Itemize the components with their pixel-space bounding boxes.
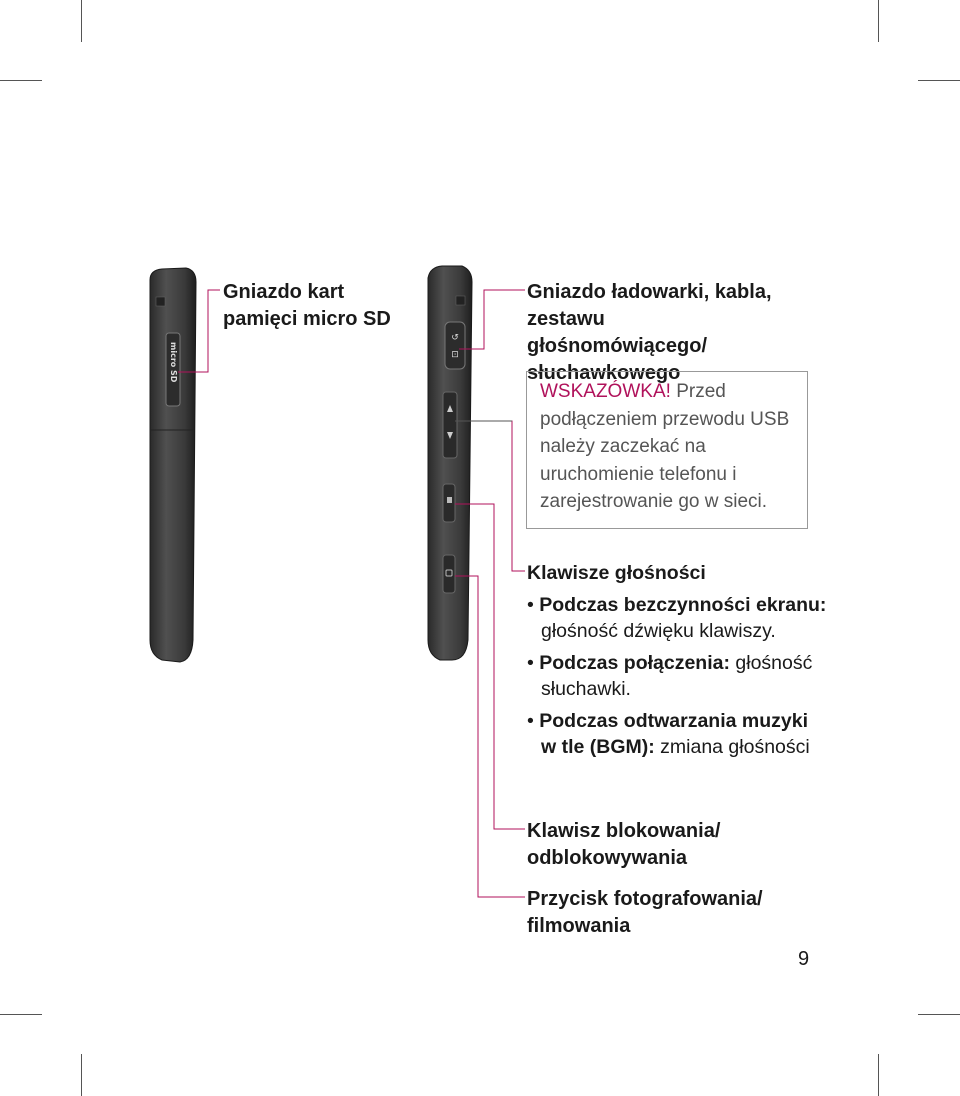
tip-text: Przed podłączeniem przewodu USB należy zaczekać na uruchomienie telefonu i zarejestrowanie go w sieci. bbox=[540, 381, 790, 512]
microsd-slot-label: Gniazdo kart pamięci micro SD bbox=[223, 281, 391, 330]
phone-right-side bbox=[428, 266, 472, 660]
charger-port bbox=[445, 322, 465, 369]
leader-lines bbox=[178, 290, 525, 897]
lock-key-label: Klawisz blokowania/ odblokowywania bbox=[527, 820, 721, 869]
svg-text:↺: ↺ bbox=[451, 333, 459, 343]
tip-heading: WSKAZÓWKA! bbox=[540, 381, 671, 402]
charger-port-label: Gniazdo ładowarki, kabla, zestawu głośnomówiącego/ słuchawkowego bbox=[527, 281, 772, 384]
tip-box bbox=[526, 371, 808, 529]
bullet-desc: zmiana głośności bbox=[660, 736, 810, 758]
phone-left-side bbox=[150, 268, 196, 662]
volume-keys-description bbox=[527, 560, 827, 761]
page-number: 9 bbox=[798, 948, 810, 970]
microsd-marking: micro SD bbox=[169, 342, 178, 383]
bullet-desc: głośność słuchawki. bbox=[541, 651, 813, 700]
svg-text:⊡: ⊡ bbox=[451, 350, 459, 360]
bullet-term: Podczas odtwarzania muzyki w tle (BGM): bbox=[539, 709, 808, 758]
volume-keys bbox=[443, 392, 457, 458]
volume-keys-title: Klawisze głośności bbox=[527, 562, 706, 584]
volume-bullet: • Podczas odtwarzania muzyki w tle (BGM): zmiana głośności bbox=[527, 709, 810, 758]
bullet-term: Podczas połączenia: bbox=[539, 651, 730, 674]
camera-key-label: Przycisk fotografowania/ filmowania bbox=[527, 888, 763, 937]
camera-key bbox=[443, 555, 455, 593]
bullet-desc: głośność dźwięku klawiszy. bbox=[541, 620, 776, 642]
bullet-term: Podczas bezczynności ekranu: bbox=[539, 593, 827, 616]
volume-bullet: • Podczas połączenia: głośność słuchawki. bbox=[527, 651, 813, 700]
volume-bullet: • Podczas bezczynności ekranu: głośność dźwięku klawiszy. bbox=[527, 593, 827, 642]
